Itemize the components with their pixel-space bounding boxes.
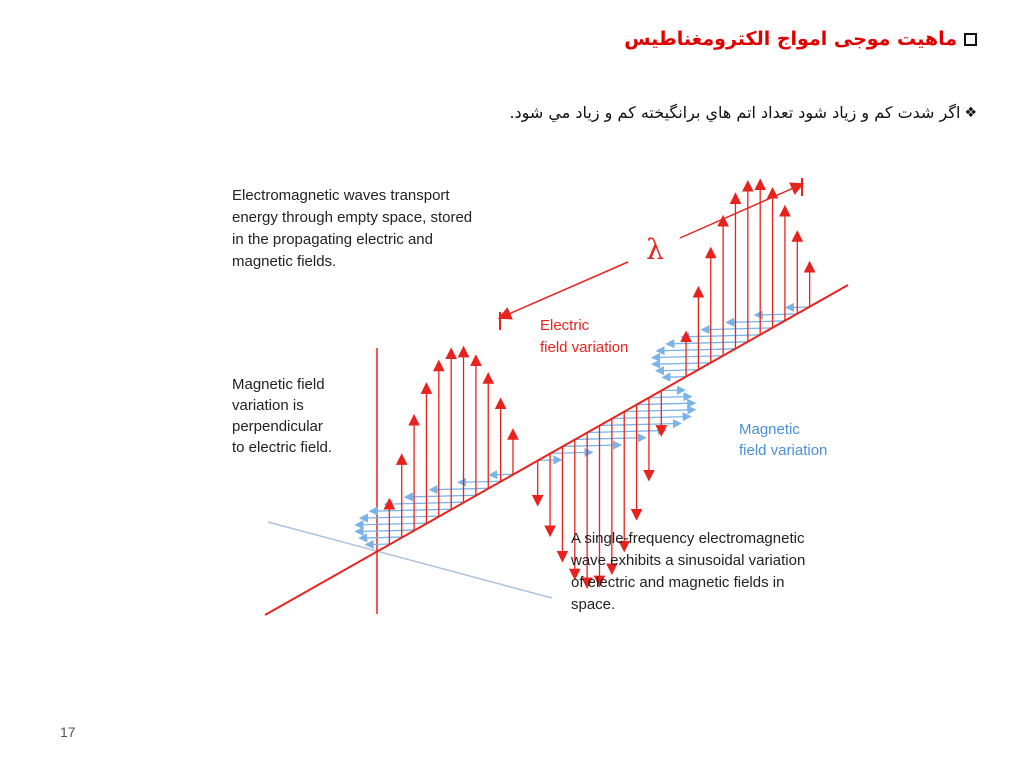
caption-magnetic-line: Magnetic field — [232, 376, 325, 393]
magnetic-field-arrow — [359, 530, 414, 531]
magnetic-field-arrow — [758, 314, 797, 315]
magnetic-field-arrow — [363, 537, 402, 538]
label-electric-line: field variation — [540, 339, 629, 356]
magnetic-field-arrow — [373, 509, 451, 511]
bullet-text: اگر شدت كم و زياد شود تعداد اتم هاي برانگيخته كم و زياد مي شود. — [509, 103, 961, 122]
caption-energy-line: energy through empty space, stored — [232, 209, 473, 226]
magnetic-field-arrow — [562, 445, 617, 446]
caption-single-frequency-line: space. — [571, 596, 616, 613]
caption-magnetic-line: variation is — [232, 397, 304, 414]
caption-single-frequency-line: wave exhibits a sinusoidal variation — [571, 552, 806, 569]
magnetic-field-arrow — [462, 481, 501, 482]
caption-energy-line: Electromagnetic waves transport — [232, 187, 450, 204]
four-diamond-bullet-icon: ❖ — [964, 104, 977, 121]
wavelength-arrow-right — [680, 186, 798, 238]
wavelength-symbol: λ — [646, 233, 664, 266]
label-magnetic-line: Magnetic — [739, 421, 800, 438]
caption-single-frequency-line: A single-frequency electromagnetic — [571, 530, 805, 547]
caption-single-frequency — [570, 530, 809, 613]
electric-field-arrows — [389, 184, 809, 583]
caption-single-frequency-line: of electric and magnetic fields in — [571, 574, 785, 591]
page-number: 17 — [60, 724, 76, 740]
magnetic-field-arrow — [661, 390, 681, 391]
caption-energy-line: magnetic fields. — [232, 253, 337, 270]
label-magnetic-line: field variation — [739, 442, 828, 459]
caption-energy-line: in the propagating electric and — [232, 231, 433, 248]
magnetic-field-arrow — [550, 452, 589, 453]
caption-magnetic — [232, 376, 332, 456]
magnetic-field-arrow — [649, 397, 688, 398]
label-electric-field — [540, 317, 628, 356]
magnetic-field-arrow — [730, 321, 785, 322]
magnetic-field-arrow — [705, 328, 773, 330]
label-magnetic-field — [739, 421, 827, 459]
magnetic-field-arrow — [659, 370, 698, 371]
caption-magnetic-line: perpendicular — [232, 418, 323, 435]
magnetic-field-arrow — [369, 544, 389, 545]
magnetic-field-arrow — [359, 523, 427, 525]
magnetic-field-arrow — [637, 403, 692, 404]
caption-magnetic-line: to electric field. — [232, 439, 333, 456]
magnetic-field-arrow — [656, 363, 711, 364]
slide-title-text: ماهيت موجی امواج الکترومغناطيس — [624, 28, 957, 50]
magnetic-field-arrow — [433, 488, 488, 489]
magnetic-field-arrow — [624, 410, 692, 412]
wavelength-arrow-left — [504, 262, 628, 316]
magnetic-field-arrow — [575, 438, 643, 440]
label-electric-line: Electric — [540, 317, 590, 334]
magnetic-field-arrow — [600, 424, 678, 426]
magnetic-field-arrow — [493, 474, 513, 475]
magnetic-field-arrow — [408, 495, 476, 497]
magnetic-field-arrow — [670, 342, 748, 344]
wavelength-indicator — [500, 178, 802, 330]
magnetic-field-arrow — [656, 356, 724, 358]
magnetic-field-arrow — [666, 377, 686, 378]
caption-energy — [232, 187, 476, 270]
